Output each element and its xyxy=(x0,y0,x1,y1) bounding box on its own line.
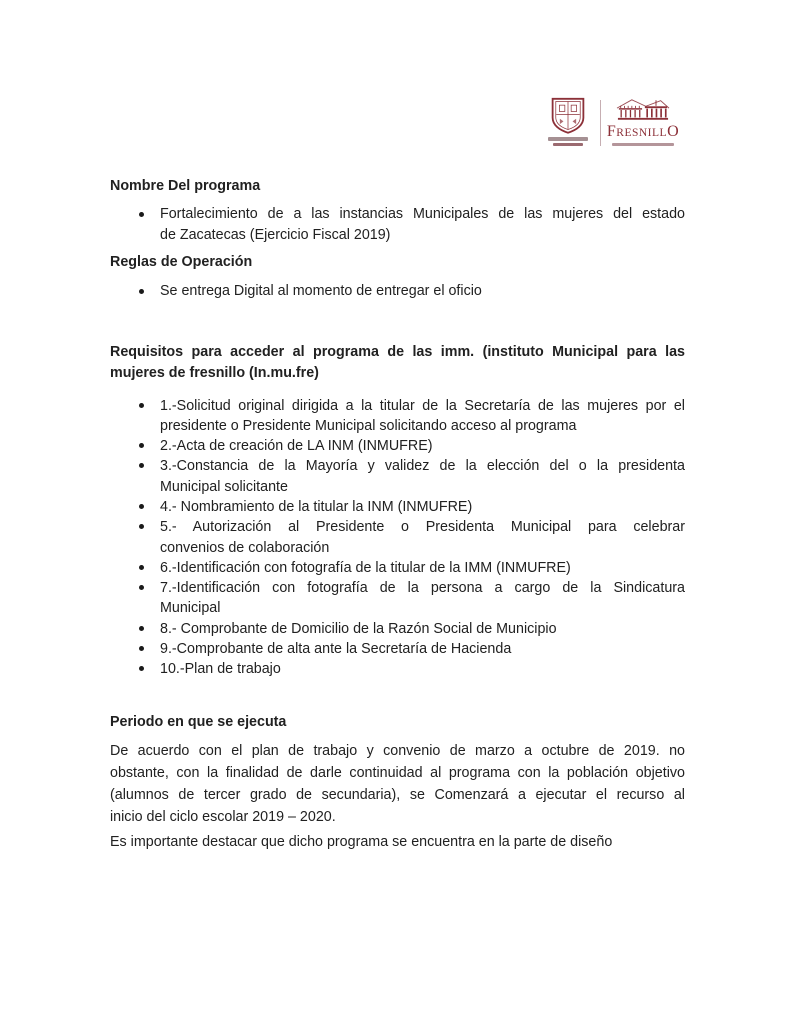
nombre-bullet-list xyxy=(110,204,685,247)
list-item xyxy=(160,436,685,456)
list-item xyxy=(160,204,685,247)
requisitos-list xyxy=(110,396,685,680)
wordmark-initial: F xyxy=(606,123,617,140)
heading-nombre-del-programa: Nombre Del programa xyxy=(110,178,261,194)
bullet-line: 6.-Identificación con fotografía de la titular de la IMM (INMUFRE) xyxy=(160,559,571,576)
heading-line: Requisitos para acceder al programa de las imm. (instituto Municipal para las xyxy=(110,343,685,360)
bullet-line: Municipal solicitante xyxy=(160,478,288,495)
wordmark-middle: RESNILL xyxy=(616,127,668,139)
heading-requisitos xyxy=(110,342,685,385)
list-item xyxy=(160,659,685,679)
paragraph-line: Es importante destacar que dicho programa se encuentra en la parte de diseño xyxy=(110,834,613,851)
bullet-line: presidente o Presidente Municipal solicitando acceso al programa xyxy=(160,417,577,434)
bullet-line: convenios de colaboración xyxy=(160,539,330,556)
bullet-line: 1.-Solicitud original dirigida a la titular de la Secretaría de las mujeres por el xyxy=(160,397,685,414)
bullet-line: Municipal xyxy=(160,600,221,617)
paragraph-line: inicio del ciclo escolar 2019 – 2020. xyxy=(110,808,336,825)
paragraph-line: obstante, con la finalidad de darle continuidad al programa con la población objetivo xyxy=(110,764,685,781)
list-item xyxy=(160,281,685,303)
heading-line: mujeres de fresnillo (In.mu.fre) xyxy=(110,365,319,381)
bullet-line: de Zacatecas (Ejercicio Fiscal 2019) xyxy=(160,227,391,243)
document-body xyxy=(110,0,685,854)
list-item xyxy=(160,578,685,619)
bullet-line: 10.-Plan de trabajo xyxy=(160,661,281,678)
reglas-bullet-list xyxy=(110,281,685,303)
list-item xyxy=(160,456,685,497)
wordmark-final: O xyxy=(667,123,680,140)
paragraph-line: De acuerdo con el plan de trabajo y convenio de marzo a octubre de 2019. no xyxy=(110,743,685,760)
heading-periodo: Periodo en que se ejecuta xyxy=(110,713,287,730)
bullet-line: 4.- Nombramiento de la titular la INM (INMUFRE) xyxy=(160,498,473,515)
periodo-paragraph xyxy=(110,741,685,828)
bullet-line: 8.- Comprobante de Domicilio de la Razón Social de Municipio xyxy=(160,620,557,637)
bullet-line: 2.-Acta de creación de LA INM (INMUFRE) xyxy=(160,438,433,455)
bullet-line: 9.-Comprobante de alta ante la Secretaría de Hacienda xyxy=(160,641,512,658)
list-item xyxy=(160,558,685,578)
list-item xyxy=(160,619,685,639)
list-item xyxy=(160,396,685,437)
list-item xyxy=(160,497,685,517)
bullet-line: Se entrega Digital al momento de entregar el oficio xyxy=(160,283,482,299)
bullet-line: 3.-Constancia de la Mayoría y validez de la elección del o la presidenta xyxy=(160,458,685,475)
bullet-line: 5.- Autorización al Presidente o Presidenta Municipal para celebrar xyxy=(160,519,685,536)
list-item xyxy=(160,517,685,558)
bullet-line: 7.-Identificación con fotografía de la persona a cargo de la Sindicatura xyxy=(160,580,685,597)
paragraph-line: (alumnos de tercer grado de secundaria), se Comenzará a ejecutar el recurso al xyxy=(110,786,685,803)
list-item xyxy=(160,639,685,659)
bullet-line: Fortalecimiento de a las instancias Municipales de las mujeres del estado xyxy=(160,205,685,222)
closing-paragraph xyxy=(110,832,685,854)
heading-reglas-de-operacion: Reglas de Operación xyxy=(110,253,253,270)
